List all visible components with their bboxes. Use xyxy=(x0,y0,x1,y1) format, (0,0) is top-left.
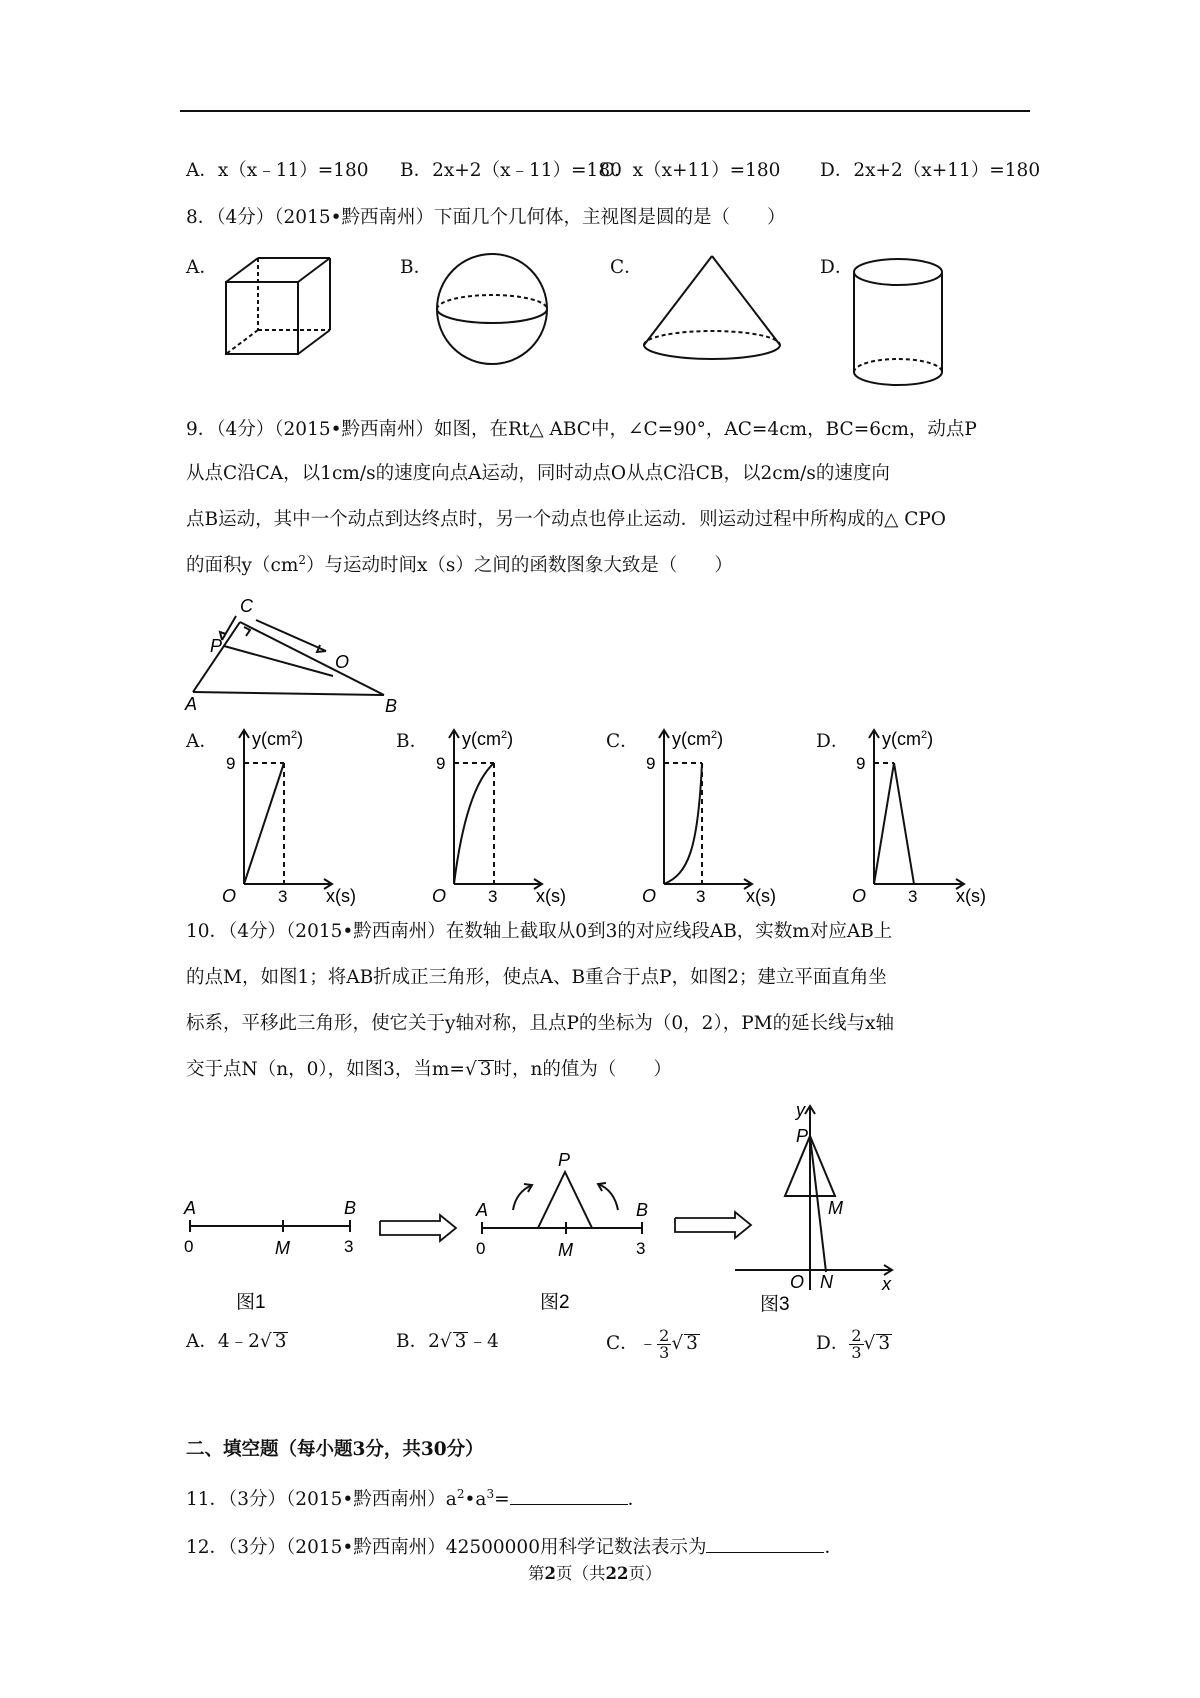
q10-fig1-b: B xyxy=(344,1198,357,1218)
q10-line-4: 交于点N（n，0），如图3，当m=√ 3 时，n的值为（ ） xyxy=(186,1059,672,1080)
q9-graph-b xyxy=(432,729,566,906)
q9-point-p: P xyxy=(210,636,223,656)
q12-stem: 12．（3分）（2015•黔西南州）42500000用科学记数法表示为 ． xyxy=(186,1537,843,1558)
q9-graph-c-ytick: 9 xyxy=(646,754,656,773)
q9-graph-a-ytick: 9 xyxy=(226,754,236,773)
q9-graph-b-ytick: 9 xyxy=(436,754,446,773)
q9-point-o: O xyxy=(335,652,350,672)
q9-graph-c-xlabel: x(s) xyxy=(746,886,776,906)
q9-label-d: D． xyxy=(816,731,850,752)
q9-graph-c-ylabel: $y(cm^2)$ xyxy=(672,729,724,749)
double-arrow-icon-2 xyxy=(675,1212,751,1238)
q9-line-3: 点B运动，其中一个动点到达终点时，另一个动点也停止运动．则运动过程中所构成的△ CPO xyxy=(186,509,946,530)
q10-fig3-n: N xyxy=(820,1272,833,1292)
q8-label-a: A． xyxy=(186,257,218,278)
q10-line-2: 的点M，如图1；将AB折成正三角形，使点A、B重合于点P，如图2；建立平面直角坐 xyxy=(186,967,887,988)
q7-option-b: B．2x+2（x﹣11）=180 xyxy=(400,160,622,181)
q9-graph-c xyxy=(642,729,776,906)
q10-fig3-m: M xyxy=(828,1198,843,1218)
double-arrow-icon xyxy=(380,1215,456,1241)
q9-graph-a-xtick: 3 xyxy=(278,887,288,906)
q9-graph-b-origin: O xyxy=(432,886,447,906)
q10-fig2-m: M xyxy=(558,1240,573,1260)
q10-fig1-tick3: 3 xyxy=(344,1237,354,1256)
q9-graph-a-ylabel: $y(cm^2)$ xyxy=(252,729,304,749)
page-footer: 第2页（共22页） xyxy=(528,1564,662,1583)
q11-stem: 11．（3分）（2015•黔西南州）$a^2•a^3=$ ． xyxy=(186,1486,647,1510)
q10-figure-2 xyxy=(475,1150,648,1313)
q9-point-a: A xyxy=(185,694,198,714)
q9-graph-b-xlabel: x(s) xyxy=(536,886,566,906)
q9-label-a: A． xyxy=(186,731,218,752)
q10-fig3-caption: 图3 xyxy=(760,1294,790,1315)
q10-fig3-x: x xyxy=(882,1274,891,1294)
q10-fig3-p: P xyxy=(796,1126,809,1146)
q9-point-b: B xyxy=(385,696,398,716)
section-2-title: 二、填空题（每小题3分，共30分） xyxy=(186,1439,484,1460)
q10-fig2-b: B xyxy=(636,1200,649,1220)
q9-graph-a-origin: O xyxy=(222,886,237,906)
q9-graph-d-ytick: 9 xyxy=(856,754,866,773)
q10-option-c: C．﹣ $\frac{2}{3}$ √ 3 xyxy=(606,1325,698,1362)
q9-graph-d-origin: O xyxy=(852,886,867,906)
cone-figure xyxy=(644,256,780,359)
q8-label-b: B． xyxy=(400,257,433,278)
q10-option-b: B．2√ 3 ﹣4 xyxy=(396,1331,499,1352)
q9-graph-c-xtick: 3 xyxy=(696,887,706,906)
q9-graph-d xyxy=(852,729,986,906)
q10-fig2-tick3: 3 xyxy=(636,1239,646,1258)
q7-option-d: D．2x+2（x+11）=180 xyxy=(820,160,1041,181)
q10-fig1-caption: 图1 xyxy=(236,1292,266,1313)
q11-answer-blank xyxy=(510,1490,628,1505)
q10-fig3-o: O xyxy=(790,1272,805,1292)
q9-graph-a xyxy=(222,729,356,906)
q8-label-d: D． xyxy=(820,257,854,278)
q10-option-a: A．4﹣2√ 3 xyxy=(186,1331,287,1352)
q9-graph-c-origin: O xyxy=(642,886,657,906)
q10-fig1-m: M xyxy=(275,1238,290,1258)
q10-fig3-y: y xyxy=(796,1100,805,1120)
q10-line-3: 标系，平移此三角形，使它关于y轴对称，且点P的坐标为（0，2），PM的延长线与x轴 xyxy=(186,1013,895,1034)
cube-figure xyxy=(226,258,330,354)
q8-label-c: C． xyxy=(610,257,643,278)
q9-graph-b-xtick: 3 xyxy=(488,887,498,906)
q9-point-c: C xyxy=(240,596,253,616)
q9-label-c: C． xyxy=(606,731,639,752)
q7-option-c: C．x（x+11）=180 xyxy=(600,160,781,181)
q9-label-b: B． xyxy=(396,731,429,752)
q10-line-1: 10．（4分）（2015•黔西南州）在数轴上截取从0到3的对应线段AB，实数m对应AB上 xyxy=(186,921,893,942)
q10-fig2-tick0: 0 xyxy=(476,1239,486,1258)
q10-figure-3 xyxy=(735,1100,892,1315)
q9-graph-d-xtick: 3 xyxy=(908,887,918,906)
q10-figure-1 xyxy=(183,1198,356,1313)
q7-option-a: A．x（x﹣11）=180 xyxy=(186,160,369,181)
q9-line-2: 从点C沿CA，以1cm/s的速度向点A运动，同时动点O从点C沿CB，以2cm/s的速度向 xyxy=(186,463,890,484)
q9-graph-d-xlabel: x(s) xyxy=(956,886,986,906)
q9-line-1: 9．（4分）（2015•黔西南州）如图，在Rt△ ABC中，∠C=90°，AC=4cm，BC=6cm，动点P xyxy=(186,419,977,440)
sphere-figure xyxy=(437,254,547,364)
q10-fig1-tick0: 0 xyxy=(184,1237,194,1256)
q10-fig2-p: P xyxy=(558,1150,571,1170)
q9-graph-a-xlabel: x(s) xyxy=(326,886,356,906)
q10-fig1-a: A xyxy=(184,1198,197,1218)
q9-line-4: 的面积$y(cm^2)$与运动时间x（s）之间的函数图象大致是（ ） xyxy=(186,552,733,576)
q9-graph-b-ylabel: $y(cm^2)$ xyxy=(462,729,514,749)
q12-answer-blank xyxy=(706,1538,824,1553)
q10-option-d: D． $\frac{2}{3}$ √ 3 xyxy=(816,1325,891,1362)
q9-graph-d-ylabel: $y(cm^2)$ xyxy=(882,729,934,749)
q10-fig2-caption: 图2 xyxy=(540,1292,570,1313)
q8-stem: 8．（4分）（2015•黔西南州）下面几个几何体，主视图是圆的是（ ） xyxy=(186,207,786,228)
q10-fig2-a: A xyxy=(476,1200,489,1220)
cylinder-figure xyxy=(854,259,942,385)
